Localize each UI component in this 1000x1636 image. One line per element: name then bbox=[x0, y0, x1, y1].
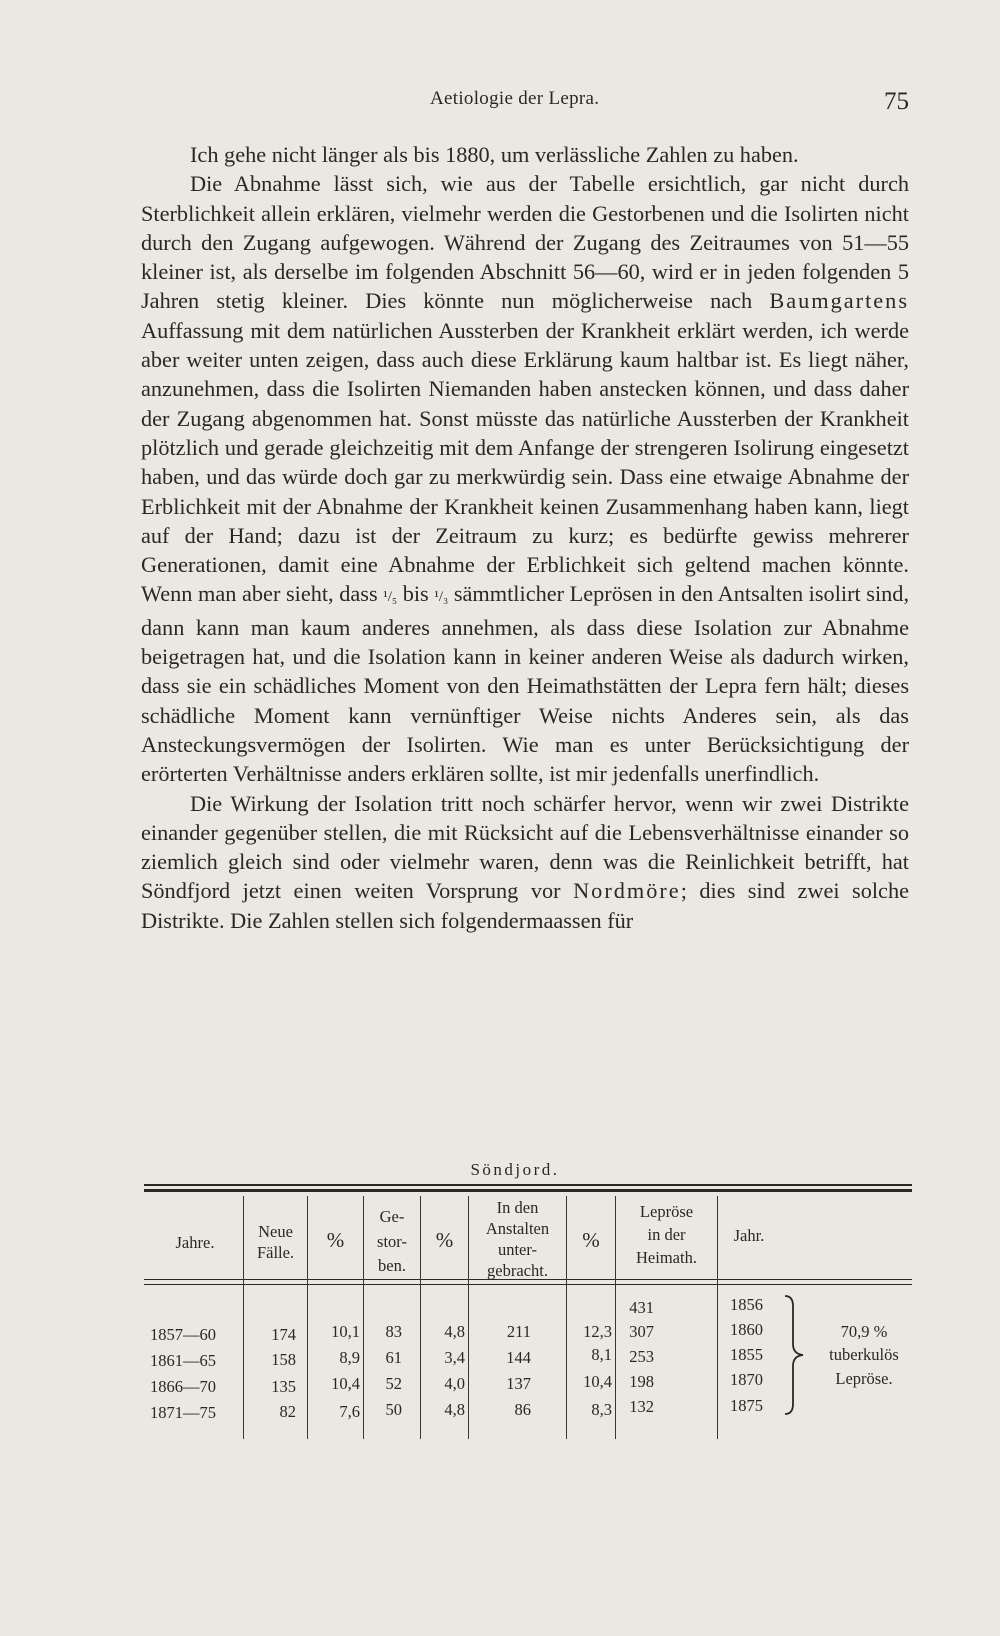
author-name-baumgarten: Baumgartens bbox=[769, 288, 909, 314]
cell-jahr: 1875 bbox=[730, 1396, 763, 1415]
cell-pct-neue: 10,4 bbox=[331, 1374, 360, 1393]
paragraph-2-text-c: sämmtlicher Leprösen in den Antsalten isolirt sind, dann kann man kaum anderes annehmen, als dass diese Isolation zur Abnahme beigetragen hat, und die Isolation kann in keiner anderen Weise als dadurch wirken, dass sie ein schädliches Moment von den Heimathstätten der Lepra fern hält; dieses schädliche Moment kann vernünftiger Weise nichts Anderes sein, als das Ansteckungsvermögen der Isolirten. Wie man es unter Berücksichtigung der erörterten Verhältnisse anders erklären sollte, ist mir jedenfalls unerfindlich. bbox=[141, 581, 910, 787]
cell-gestorben: 61 bbox=[385, 1348, 402, 1367]
header-faelle: Fälle. bbox=[256, 1243, 295, 1262]
paragraph-3 bbox=[141, 789, 909, 935]
paragraph-2-text-b: Auffassung mit dem natürlichen Aussterben der Krankheit erklärt werden, ich werde aber weiter unten zeigen, dass auch diese Erklärung kaum haltbar ist. Es liegt näher, anzunehmen, dass die Isolirten Niemanden haben anstecken können, und dass daher der Zugang abgenommen hat. Sonst müsste das natürliche Aussterben der Krankheit plötzlich und gerade gleichzeitig mit dem Anfange der strengeren Isolirung eingesetzt haben, und das würde doch gar zu merkwürdig sein. Dass eine etwaige Abnahme der Erblichkeit mit der Abnahme der Krankheit keinen Zusammenhang haben kann, liegt auf der Hand; dazu ist der Zeitraum zu kurz; es bedürfte gewiss mehrerer Generationen, damit eine Abnahme der Erblichkeit sich geltend machen könnte. Wenn man aber sieht, dass bbox=[141, 317, 909, 607]
fraction-one-fifth: ¹/₅ bbox=[383, 589, 398, 606]
cell-gestorben: 50 bbox=[385, 1400, 402, 1419]
cell-anstalten: 144 bbox=[506, 1348, 531, 1367]
fraction-one-third: ¹/₃ bbox=[434, 589, 449, 606]
note-percent: 70,9 % bbox=[840, 1322, 888, 1341]
paragraph-2 bbox=[141, 169, 909, 788]
table-top-rule bbox=[144, 1184, 912, 1186]
header-percent-isolated: % bbox=[582, 1228, 600, 1252]
cell-leproese-heimath: 431 bbox=[629, 1298, 654, 1317]
paragraph-2-text-a: Die Abnahme lässt sich, wie aus der Tabelle ersichtlich, gar nicht durch Sterblichkeit allein erklären, vielmehr werden die Gestorbenen und die Isolirten nicht durch den Zugang aufgewogen. Während der Zugang des Zeitraumes von 51—55 kleiner ist, als derselbe im folgenden Abschnitt 56—60, wird er in jeden folgenden 5 Jahren stetig kleiner. Dies könnte nun möglicherweise nach bbox=[141, 171, 909, 314]
cell-jahr: 1855 bbox=[730, 1345, 763, 1364]
cell-jahre: 1871—75 bbox=[150, 1403, 216, 1422]
cell-neue: 135 bbox=[271, 1377, 296, 1396]
body-text bbox=[141, 140, 909, 935]
cell-jahr: 1870 bbox=[730, 1370, 763, 1389]
header-gestorben-1: Ge- bbox=[379, 1207, 405, 1226]
header-gestorben-2: stor- bbox=[377, 1232, 407, 1251]
cell-leproese-heimath: 132 bbox=[629, 1397, 654, 1416]
cell-pct-anstalten: 12,3 bbox=[583, 1322, 612, 1341]
cell-leproese-heimath: 307 bbox=[629, 1322, 654, 1341]
table-header-rule-double bbox=[144, 1284, 912, 1285]
cell-jahr: 1860 bbox=[730, 1320, 763, 1339]
word-bis: bis bbox=[402, 581, 429, 607]
cell-jahre: 1857—60 bbox=[150, 1325, 216, 1344]
paragraph-1 bbox=[141, 140, 909, 169]
header-anstalten-3: unter- bbox=[497, 1240, 538, 1259]
header-jahr: Jahr. bbox=[733, 1226, 765, 1245]
cell-anstalten: 211 bbox=[506, 1322, 531, 1341]
header-leproese-1: Lepröse bbox=[639, 1202, 694, 1221]
cell-neue: 82 bbox=[279, 1402, 296, 1421]
cell-pct-gestorben: 3,4 bbox=[444, 1348, 465, 1367]
paragraph-3-text-b: ; dies sind zwei solche Distrikte. Die Zahlen stellen sich folgendermaassen für bbox=[141, 878, 909, 933]
cell-gestorben: 83 bbox=[385, 1322, 402, 1341]
cell-pct-neue: 7,6 bbox=[339, 1402, 360, 1421]
header-anstalten-1: In den bbox=[496, 1198, 539, 1217]
header-jahre: Jahre. bbox=[175, 1233, 215, 1252]
cell-pct-anstalten: 8,3 bbox=[591, 1400, 612, 1419]
header-neue: Neue bbox=[258, 1222, 293, 1241]
cell-neue: 158 bbox=[271, 1350, 296, 1369]
cell-pct-gestorben: 4,0 bbox=[444, 1374, 465, 1393]
cell-leproese-heimath: 253 bbox=[629, 1347, 654, 1366]
header-anstalten-4: gebracht. bbox=[487, 1261, 548, 1280]
table-top-rule-thick bbox=[144, 1189, 912, 1192]
header-leproese-3: Heimath. bbox=[636, 1248, 697, 1267]
cell-pct-gestorben: 4,8 bbox=[444, 1322, 465, 1341]
curly-brace-icon bbox=[781, 1294, 807, 1416]
header-percent-died: % bbox=[435, 1228, 454, 1252]
cell-anstalten: 86 bbox=[514, 1400, 531, 1419]
cell-neue: 174 bbox=[271, 1325, 296, 1344]
cell-pct-anstalten: 10,4 bbox=[583, 1372, 612, 1391]
cell-anstalten: 137 bbox=[506, 1374, 531, 1393]
header-gestorben-3: ben. bbox=[378, 1256, 406, 1275]
cell-leproese-heimath: 198 bbox=[629, 1372, 654, 1391]
cell-jahre: 1866—70 bbox=[150, 1377, 216, 1396]
header-percent-new: % bbox=[326, 1228, 345, 1252]
note-leproese: Lepröse. bbox=[835, 1369, 893, 1388]
cell-gestorben: 52 bbox=[385, 1374, 402, 1393]
cell-pct-gestorben: 4,8 bbox=[444, 1400, 465, 1419]
cell-pct-anstalten: 8,1 bbox=[591, 1345, 612, 1364]
district-name-nordmoere: Nordmöre bbox=[573, 878, 681, 904]
header-anstalten-2: Anstalten bbox=[485, 1219, 550, 1238]
table-caption: Söndjord. bbox=[470, 1160, 560, 1179]
header-leproese-2: in der bbox=[647, 1225, 686, 1244]
note-tuberkuloes: tuberkulös bbox=[829, 1345, 899, 1364]
cell-pct-neue: 10,1 bbox=[331, 1322, 360, 1341]
page-number: 75 bbox=[884, 88, 909, 115]
paragraph-1-text: Ich gehe nicht länger als bis 1880, um verlässliche Zahlen zu haben. bbox=[190, 142, 799, 167]
cell-jahre: 1861—65 bbox=[150, 1351, 216, 1370]
paragraph-3-text-a: Die Wirkung der Isolation tritt noch schärfer hervor, wenn wir zwei Distrikte einander gegenüber stellen, die mit Rücksicht auf die Lebensverhältnisse einander so ziemlich gleich sind oder vielmehr waren, denn was die Reinlichkeit betrifft, hat Söndfjord jetzt einen weiten Vorsprung vor bbox=[141, 790, 909, 904]
cell-pct-neue: 8,9 bbox=[339, 1348, 360, 1367]
cell-jahr: 1856 bbox=[730, 1295, 763, 1314]
running-title: Aetiologie der Lepra. bbox=[430, 88, 600, 109]
